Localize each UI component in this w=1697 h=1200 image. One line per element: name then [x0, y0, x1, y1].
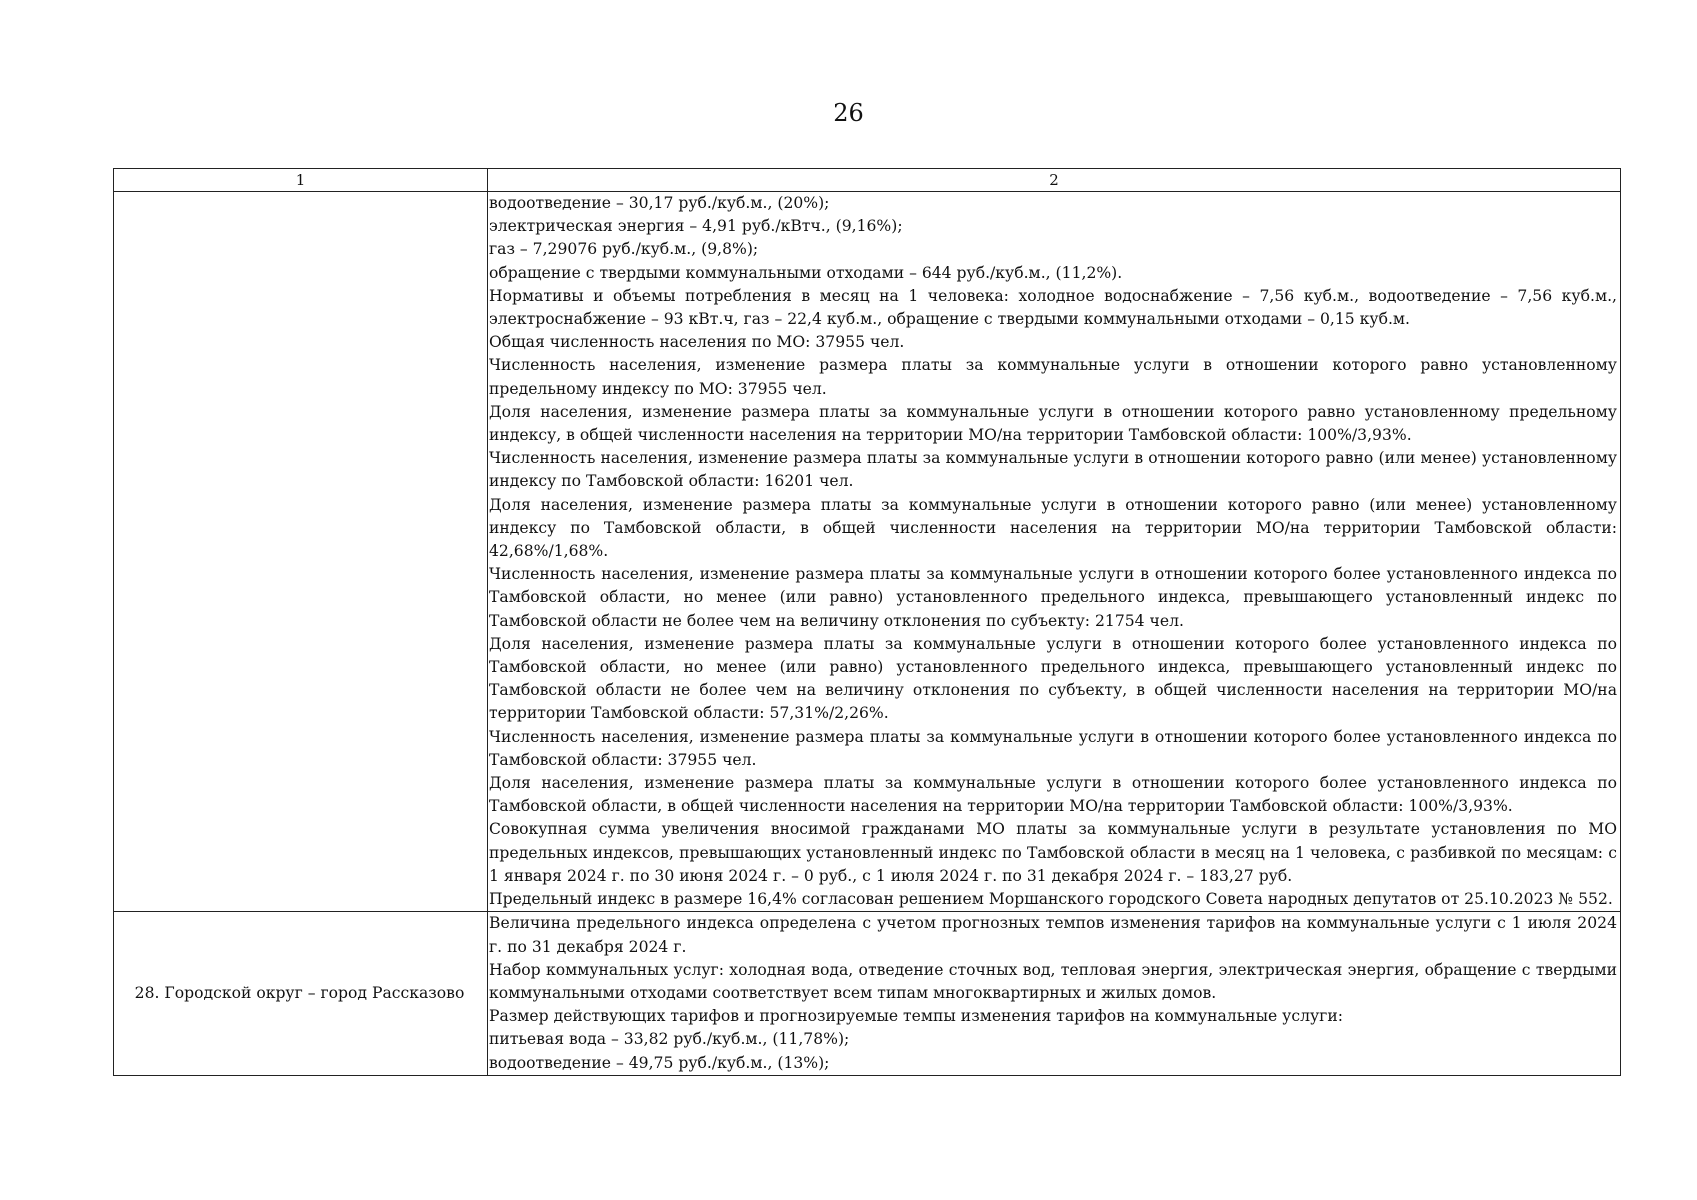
row-label: 28. Городской округ – город Рассказово	[114, 912, 488, 1075]
paragraph: Предельный индекс в размере 16,4% согласован решением Моршанского городского Совета народных депутатов от 25.10.2023 № 552.	[489, 890, 1613, 909]
row-content	[488, 912, 1621, 1075]
paragraph: Совокупная сумма увеличения вносимой гражданами МО платы за коммунальные услуги в результате установления по МО предельных индексов, превышающих установленный индекс по Тамбовской области в месяц на 1 человека, с разбивкой по месяцам: с 1 января 2024 г. по 30 июня 2024 г. – 0 руб., с 1 июля 2024 г. по 31 декабря 2024 г. – 183,27 руб.	[489, 820, 1617, 885]
column-header-2: 2	[488, 169, 1621, 192]
paragraph: обращение с твердыми коммунальными отходами – 644 руб./куб.м., (11,2%).	[489, 263, 1123, 282]
tariff-table	[113, 168, 1621, 1076]
paragraph: Численность населения, изменение размера платы за коммунальные услуги в отношении которого равно установленному предельному индексу по МО: 37955 чел.	[489, 356, 1617, 398]
table-row	[114, 912, 1621, 1075]
paragraph: Набор коммунальных услуг: холодная вода, отведение сточных вод, тепловая энергия, электрическая энергия, обращение с твердыми коммунальными отходами соответствует всем типам многоквартирных и жилых домов.	[489, 960, 1617, 1002]
paragraph: Размер действующих тарифов и прогнозируемые темпы изменения тарифов на коммунальные услуги:	[489, 1007, 1343, 1026]
paragraph: Доля населения, изменение размера платы за коммунальные услуги в отношении которого более установленного индекса по Тамбовской области, но менее (или равно) установленного предельного индекса, превышающего установленный индекс по Тамбовской области не более чем на величину отклонения по субъекту, в общей численности населения на территории МО/на территории Тамбовской области: 57,31%/2,26%.	[489, 634, 1617, 723]
paragraph: водоотведение – 49,75 руб./куб.м., (13%);	[489, 1053, 830, 1072]
column-header-1: 1	[114, 169, 488, 192]
row-label	[114, 192, 488, 912]
paragraph: газ – 7,29076 руб./куб.м., (9,8%);	[489, 240, 759, 259]
paragraph: питьевая вода – 33,82 руб./куб.м., (11,78%);	[489, 1030, 850, 1049]
table-row	[114, 192, 1621, 912]
paragraph: Численность населения, изменение размера платы за коммунальные услуги в отношении которого равно (или менее) установленному индексу по Тамбовской области: 16201 чел.	[489, 449, 1617, 491]
table-header-row	[114, 169, 1621, 192]
paragraph: Величина предельного индекса определена с учетом прогнозных темпов изменения тарифов на коммунальные услуги с 1 июля 2024 г. по 31 декабря 2024 г.	[489, 914, 1617, 956]
paragraph: Доля населения, изменение размера платы за коммунальные услуги в отношении которого более установленного индекса по Тамбовской области, в общей численности населения на территории МО/на территории Тамбовской области: 100%/3,93%.	[489, 774, 1617, 816]
paragraph: Общая численность населения по МО: 37955 чел.	[489, 333, 905, 352]
paragraph: Доля населения, изменение размера платы за коммунальные услуги в отношении которого равно установленному предельному индексу, в общей численности населения на территории МО/на территории Тамбовской области: 100%/3,93%.	[489, 402, 1617, 445]
paragraph: Численность населения, изменение размера платы за коммунальные услуги в отношении которого более установленного индекса по Тамбовской области, но менее (или равно) установленного предельного индекса, превышающего установленный индекс по Тамбовской области не более чем на величину отклонения по субъекту: 21754 чел.	[489, 565, 1617, 630]
paragraph: Численность населения, изменение размера платы за коммунальные услуги в отношении которого более установленного индекса по Тамбовской области: 37955 чел.	[489, 727, 1617, 769]
paragraph: электрическая энергия – 4,91 руб./кВтч., (9,16%);	[489, 217, 903, 236]
page-number: 26	[833, 99, 864, 127]
paragraph: Доля населения, изменение размера платы за коммунальные услуги в отношении которого равно (или менее) установленному индексу по Тамбовской области, в общей численности населения на территории МО/на территории Тамбовской области: 42,68%/1,68%.	[489, 495, 1617, 561]
paragraph: водоотведение – 30,17 руб./куб.м., (20%);	[489, 194, 830, 212]
row-content	[488, 192, 1621, 912]
paragraph: Нормативы и объемы потребления в месяц на 1 человека: холодное водоснабжение – 7,56 куб.м., водоотведение – 7,56 куб.м., электроснабжение – 93 кВт.ч, газ – 22,4 куб.м., обращение с твердыми коммунальными отходами – 0,15 куб.м.	[489, 286, 1617, 329]
